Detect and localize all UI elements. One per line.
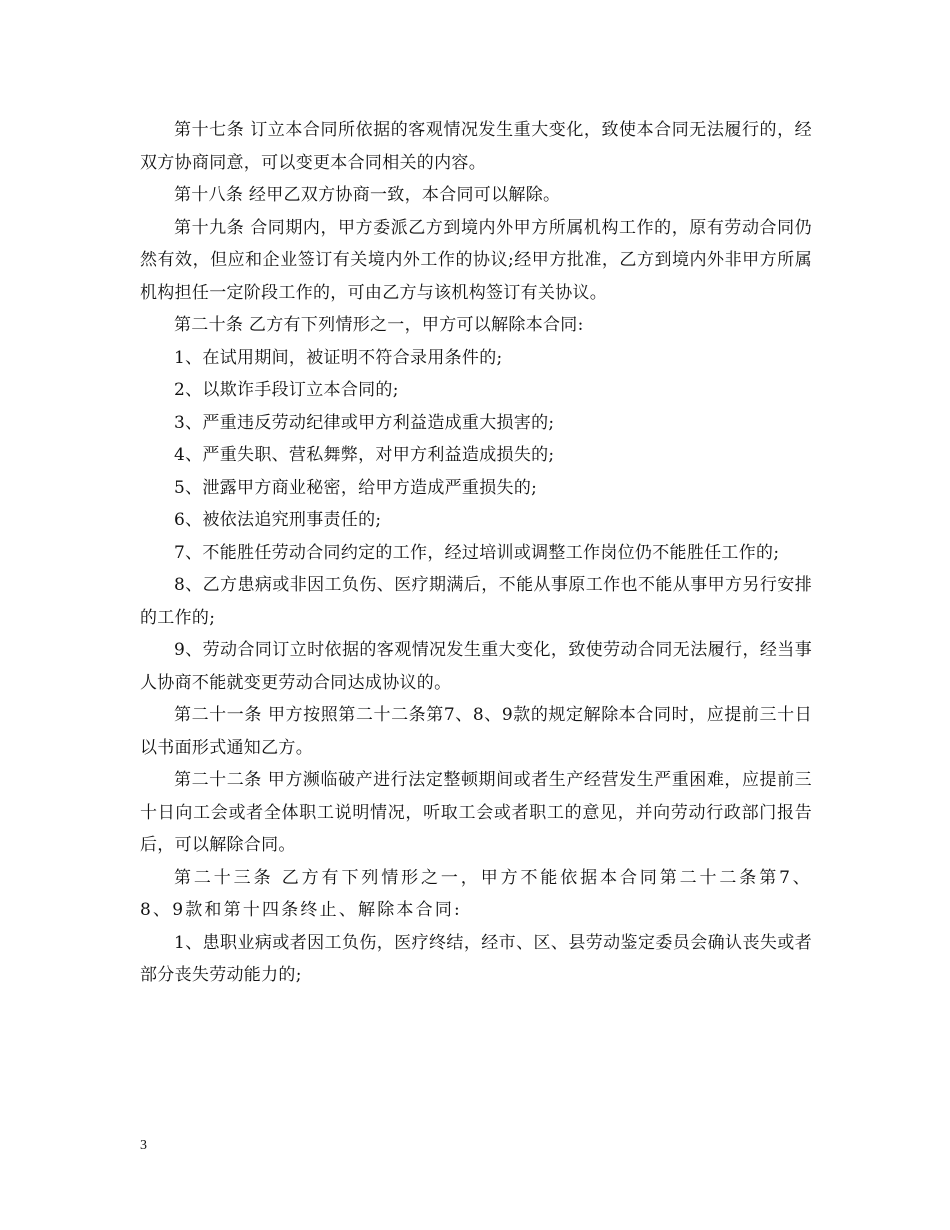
- paragraph-article-23: 第二十三条 乙方有下列情形之一，甲方不能依据本合同第二十二条第7、8、9款和第十四条终止、解除本合同:: [140, 867, 812, 920]
- list-item-20-8: 8、乙方患病或非因工负伤、医疗期满后，不能从事原工作也不能从事甲方另行安排的工作的;: [140, 575, 812, 628]
- paragraph-article-22: 第二十二条 甲方濒临破产进行法定整顿期间或者生产经营发生严重困难，应提前三十日向工会或者全体职工说明情况，听取工会或者职工的意见，并向劳动行政部门报告后，可以解除合同。: [140, 770, 812, 855]
- list-item-20-7: 7、不能胜任劳动合同约定的工作，经过培训或调整工作岗位仍不能胜任工作的;: [174, 542, 780, 563]
- list-item-20-4: 4、严重失职、营私舞弊，对甲方利益造成损失的;: [174, 445, 555, 465]
- list-item-20-5: 5、泄露甲方商业秘密，给甲方造成严重损失的;: [174, 477, 538, 498]
- paragraph-article-18: 第十八条 经甲乙双方协商一致，本合同可以解除。: [174, 185, 561, 205]
- list-item-20-9: 9、劳动合同订立时依据的客观情况发生重大变化，致使劳动合同无法履行，经当事人协商不能就变更劳动合同达成协议的。: [140, 640, 812, 693]
- list-item-20-2: 2、以欺诈手段订立本合同的;: [174, 380, 399, 400]
- list-item-20-3: 3、严重违反劳动纪律或甲方利益造成重大损害的;: [174, 412, 555, 433]
- paragraph-article-19: 第十九条 合同期内，甲方委派乙方到境内外甲方所属机构工作的，原有劳动合同仍然有效，但应和企业签订有关境内外工作的协议;经甲方批准，乙方到境内外非甲方所属机构担任一定阶段工作的，可由乙方与该机构签订有关协议。: [140, 217, 812, 303]
- page-number: 3: [140, 1138, 147, 1153]
- list-item-20-6: 6、被依法追究刑事责任的;: [174, 510, 382, 530]
- list-item-20-1: 1、在试用期间，被证明不符合录用条件的;: [174, 347, 503, 368]
- paragraph-article-21: 第二十一条 甲方按照第二十二条第7、8、9款的规定解除本合同时，应提前三十日以书面形式通知乙方。: [140, 705, 812, 758]
- paragraph-article-20: 第二十条 乙方有下列情形之一，甲方可以解除本合同:: [174, 315, 584, 335]
- list-item-23-1: 1、患职业病或者因工负伤，医疗终结，经市、区、县劳动鉴定委员会确认丧失或者部分丧失劳动能力的;: [140, 932, 812, 985]
- paragraph-article-17: 第十七条 订立本合同所依据的客观情况发生重大变化，致使本合同无法履行的，经双方协商同意，可以变更本合同相关的内容。: [140, 120, 812, 173]
- document-body: [140, 114, 812, 992]
